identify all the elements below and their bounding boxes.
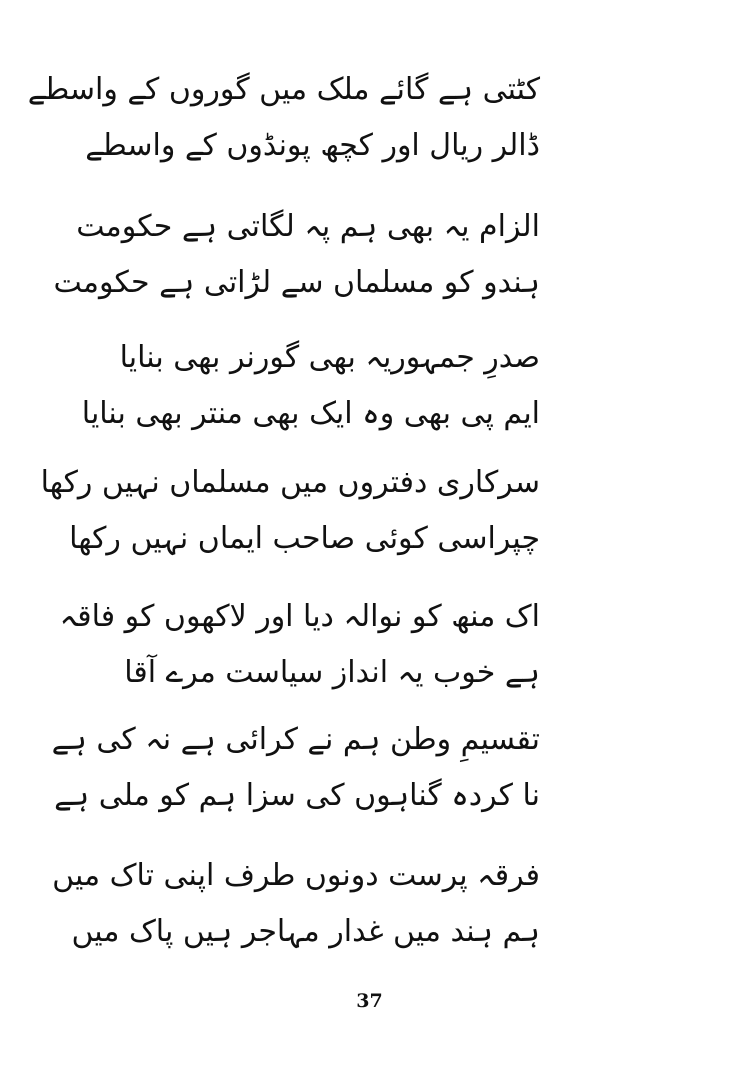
stanza-7 (52, 848, 540, 960)
verse-line: الزام یہ بھی ہم پہ لگاتی ہے حکومت (76, 209, 540, 244)
verse-line: چپراسی کوئی صاحب ایماں نہیں رکھا (69, 521, 540, 556)
verse-line: سرکاری دفتروں میں مسلماں نہیں رکھا (40, 465, 540, 500)
verse-line: ہے خوب یہ انداز سیاست مرے آقا (124, 655, 540, 690)
verse-line: ایم پی بھی وہ ایک بھی منتر بھی بنایا (81, 396, 540, 431)
page-number: 37 (356, 990, 383, 1012)
verse-line: اک منھ کو نوالہ دیا اور لاکھوں کو فاقہ (59, 599, 540, 634)
verse-line: ڈالر ریال اور کچھ پونڈوں کے واسطے (85, 128, 540, 163)
stanza-4 (40, 455, 540, 567)
verse-line: صدرِ جمہوریہ بھی گورنر بھی بنایا (119, 340, 540, 375)
stanza-2 (53, 199, 540, 311)
stanza-3 (81, 330, 540, 442)
verse-line: کٹتی ہے گائے ملک میں گوروں کے واسطے (27, 72, 540, 107)
stanza-6 (51, 712, 540, 824)
verse-line: ہندو کو مسلماں سے لڑاتی ہے حکومت (53, 265, 540, 300)
stanza-1 (27, 62, 540, 174)
verse-line: نا کردہ گناہوں کی سزا ہم کو ملی ہے (54, 778, 540, 813)
verse-line: تقسیمِ وطن ہم نے کرائی ہے نہ کی ہے (51, 722, 540, 757)
stanza-5 (59, 589, 540, 701)
verse-line: ہم ہند میں غدار مہاجر ہیں پاک میں (71, 914, 540, 949)
verse-line: فرقہ پرست دونوں طرف اپنی تاک میں (52, 858, 540, 893)
